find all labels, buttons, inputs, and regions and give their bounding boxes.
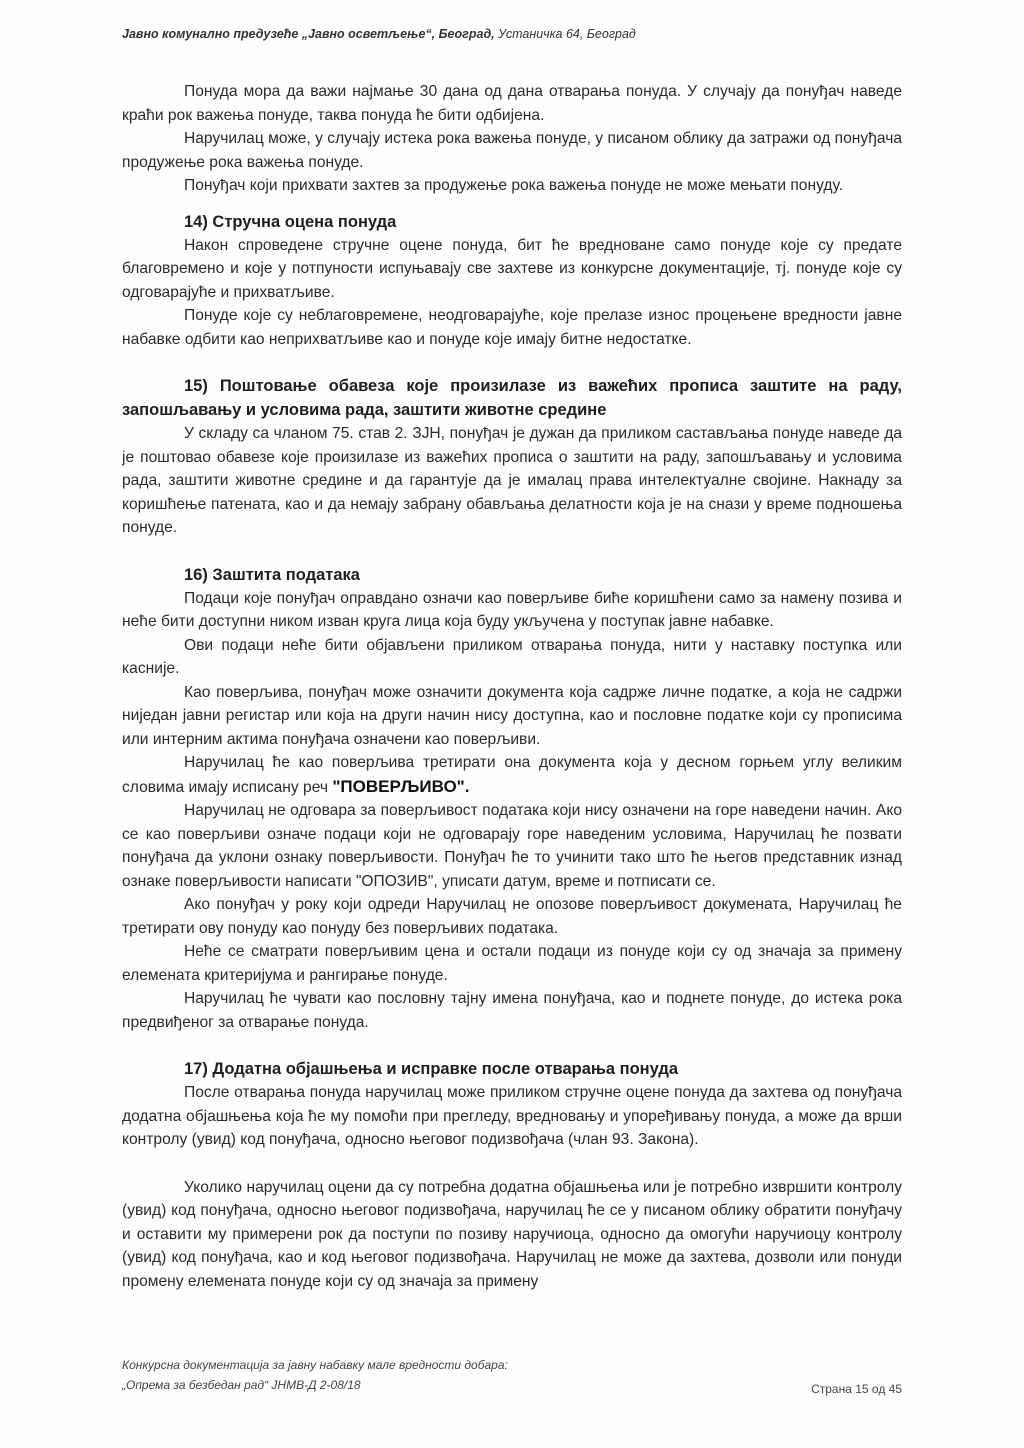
header-organization: Јавно комунално предузеће „Јавно осветљење“, Београд,	[122, 27, 495, 41]
paragraph: Наручилац не одговара за поверљивост података који нису означени на горе наведени начин. Ако се као поверљиви означе подаци који не одговарају горе наведеним условима, Наручилац ће позвати понуђача да уклони ознаку поверљивости. Понуђач ће то учинити тако што ће његов представник изнад ознаке поверљивости написати "ОПОЗИВ", уписати датум, време и потписати се.	[122, 802, 902, 890]
section-17-heading: 17) Додатна објашњења и исправке после отварања понуда	[184, 1060, 679, 1078]
paragraph: Подаци које понуђач оправдано означи као поверљиве биће коришћени само за намену позива и неће бити доступни ником изван круга лица која буду укључена у поступак јавне набавке.	[122, 589, 902, 630]
page-footer	[122, 1355, 902, 1395]
paragraph	[122, 751, 902, 799]
confidential-keyword: "ПОВЕРЉИВО".	[332, 776, 470, 796]
paragraph-text: Наручилац ће као поверљива третирати она документа која у десном горњем углу великим словима имају исписану реч	[122, 754, 902, 796]
section-16-heading: 16) Заштита података	[184, 565, 360, 584]
paragraph: Као поверљива, понуђач може означити документа која садрже личне податке, а која не садржи ниједан јавни регистар или која на други начин нису доступна, као и пословне податке који су прописима или интерним актима понуђача означени као поверљиви.	[122, 683, 902, 748]
paragraph: Након спроведене стручне оцене понуда, бит ће вредноване само понуде које су предате благовремено и које у потпуности испуњавају све захтеве из конкурсне документације, тј. понуде које су одговарајуће и прихватљиве.	[122, 236, 902, 301]
header-address: Устаничка 64, Београд	[494, 27, 636, 41]
page-header	[122, 27, 636, 41]
section-15-heading: 15) Поштовање обавеза које произилазе из важећих прописа заштите на раду, запошљавању и условима рада, заштити животне средине	[122, 377, 902, 419]
paragraph: Ако понуђач у року који одреди Наручилац не опозове поверљивост докумената, Наручилац ће третирати ову понуду као понуду без поверљивих података.	[122, 896, 902, 937]
paragraph: После отварања понуда наручилац може приликом стручне оцене понуда да захтева од понуђача додатна објашњења која ће му помоћи при прегледу, вредновању и упоређивању понуда, а може да врши контролу (увид) код понуђача, односно његовог подизвођача (члан 93. Закона).	[122, 1084, 902, 1148]
paragraph: У складу са чланом 75. став 2. ЗЈН, понуђач је дужан да приликом састављања понуде наведе да је поштовао обавезе које произилазе из важећих прописа о заштити на раду, запошљавању и условима рада, заштити животне средине и да гарантује да је ималац права интелектуалне својине. Накнаду за коришћење патената, као и да немају забрану обављања делатности која је на снази у време подношења понуде.	[122, 425, 902, 536]
footer-doc-code: „Опрема за безбедан рад“ ЈНМВ-Д 2-08/18	[122, 1378, 361, 1392]
paragraph: Неће се сматрати поверљивим цена и остали подаци из понуде који су од значаја за примену елемената критеријума и рангирање понуде.	[122, 943, 902, 984]
footer-doc-title: Конкурсна документација за јавну набавку мале вредности добара:	[122, 1358, 508, 1372]
paragraph: Понуде које су неблаговремене, неодговарајуће, које прелазе износ процењене вредности јавне набавке одбити као неприхватљиве као и понуде које имају битне недостатке.	[122, 307, 902, 348]
paragraph: Понуда мора да важи најмање 30 дана од дана отварања понуда. У случају да понуђач наведе краћи рок важења понуде, таква понуда ће бити одбијена.	[122, 83, 902, 124]
document-body	[122, 80, 902, 1293]
paragraph: Наручилац може, у случају истека рока важења понуде, у писаном облику да затражи од понуђача продужење рока важења понуде.	[122, 130, 902, 171]
paragraph: Уколико наручилац оцени да су потребна додатна објашњења или је потребно извршити контролу (увид) код понуђача, односно његовог подизвођача, наручилац ће се у писаном облику обратити понуђачу и оставити му примерени рок да поступи по позиву наручиоца, односно да омогући наручиоцу контролу (увид) код понуђача, као и код његовог подизвођача. Наручилац не може да захтева, дозволи или понуди промену елемената понуде који су од значаја за примену	[122, 1178, 902, 1290]
page-number: Страна 15 од 45	[811, 1382, 902, 1396]
paragraph: Наручилац ће чувати као пословну тајну имена понуђача, као и поднете понуде, до истека рока предвиђеног за отварање понуда.	[122, 990, 902, 1031]
paragraph: Понуђач који прихвати захтев за продужење рока важења понуде не може мењати понуду.	[184, 177, 844, 194]
paragraph: Ови подаци неће бити објављени приликом отварања понуда, нити у наставку поступка или касније.	[122, 636, 902, 677]
section-14-heading: 14) Стручна оцена понуда	[184, 212, 397, 231]
